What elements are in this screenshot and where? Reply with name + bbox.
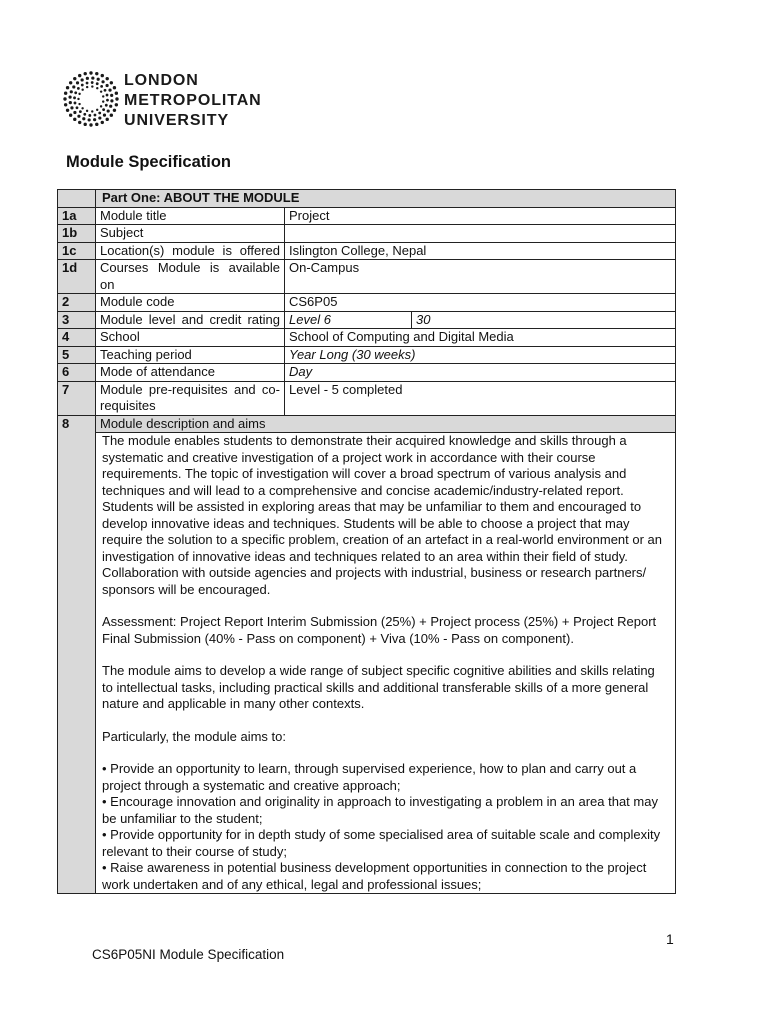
row-number: 6 [58, 364, 96, 382]
row-number: 1b [58, 225, 96, 243]
row-number: 3 [58, 311, 96, 329]
row-label: Location(s) module is offered [96, 242, 285, 260]
module-level: Level 6 [285, 311, 412, 329]
row-label: Module level and credit rating [96, 311, 285, 329]
row-label: School [96, 329, 285, 347]
page-title: Module Specification [66, 153, 232, 171]
row-value [285, 225, 676, 243]
logo-line-2: METROPOLITAN [124, 92, 262, 109]
row-label: Module code [96, 294, 285, 312]
table-row [58, 415, 676, 433]
row-label: Module pre-requisites and co-requisites [96, 381, 285, 415]
aim-bullet: • Provide an opportunity to learn, through supervised experience, how to plan and carry out a project through a systematic and creative approach; [102, 761, 637, 793]
row-value: Year Long (30 weeks) [285, 346, 676, 364]
row-number: 1a [58, 207, 96, 225]
aim-bullet: • Raise awareness in potential business development opportunities in connection to the project work undertaken and of any ethical, legal and professional issues; [102, 860, 647, 892]
table-row [58, 207, 676, 225]
row-value: School of Computing and Digital Media [285, 329, 676, 347]
logo-line-1: LONDON [124, 72, 199, 89]
table-row [58, 381, 676, 415]
row-number: 2 [58, 294, 96, 312]
row-label: Mode of attendance [96, 364, 285, 382]
aims-intro: Particularly, the module aims to: [102, 728, 286, 744]
row-number: 5 [58, 346, 96, 364]
logo-text [124, 71, 262, 131]
row-value: CS6P05 [285, 294, 676, 312]
row-value: Project [285, 207, 676, 225]
row-label: Subject [96, 225, 285, 243]
dotted-circle-logo-icon [62, 70, 120, 128]
table-row [58, 329, 676, 347]
row-number: 8 [58, 415, 96, 894]
page-number: 1 [666, 931, 674, 947]
row-number: 4 [58, 329, 96, 347]
table-row [58, 294, 676, 312]
row-value: Islington College, Nepal [285, 242, 676, 260]
row-label: Teaching period [96, 346, 285, 364]
table-row [58, 242, 676, 260]
part-heading-row [58, 190, 676, 208]
description-row [58, 433, 676, 894]
university-logo [62, 70, 287, 128]
row-label: Module title [96, 207, 285, 225]
row-number: 1c [58, 242, 96, 260]
footer-text: CS6P05NI Module Specification [92, 947, 285, 962]
table-row [58, 346, 676, 364]
credit-rating: 30 [412, 311, 676, 329]
logo-line-3: UNIVERSITY [124, 112, 230, 129]
assessment-paragraph: Assessment: Project Report Interim Submission (25%) + Project process (25%) + Project Report Final Submission (40% - Pass on component) + Viva (10% - Pass on component). [102, 614, 657, 646]
row-label: Courses Module is available on [96, 260, 285, 294]
aim-bullet: • Provide opportunity for in depth study of some specialised area of suitable scale and complexity relevant to their course of study; [102, 827, 661, 859]
description-paragraph: The module enables students to demonstrate their acquired knowledge and skills through a systematic and creative investigation of a project work in accordance with their course requirements. The topic of investigation will cover a broad spectrum of various analysis and techniques and will lead to a comprehensive and concise academic/industry-related report. Students will be assisted in exploring areas that may be unfamiliar to them and encouraged to develop innovative ideas and techniques. Students will be able to choose a project that may require the solution to a specific problem, creation of an artefact in a real-world environment or an investigation of innovative ideas and techniques related to an area within their field of study. Collaboration with outside agencies and projects with industrial, business or research partners/ sponsors will be encouraged. [102, 433, 663, 597]
table-row [58, 225, 676, 243]
row-number: 1d [58, 260, 96, 294]
aim-bullet: • Encourage innovation and originality in approach to investigating a problem in an area that may be unfamiliar to the student; [102, 794, 658, 826]
part-heading-blank [58, 190, 96, 208]
aims-paragraph: The module aims to develop a wide range of subject specific cognitive abilities and skills relating to intellectual tasks, including practical skills and additional transferable skills of a more general nature and applicable in many other contexts. [102, 663, 655, 711]
table-row [58, 311, 676, 329]
table-row [58, 260, 676, 294]
row-value: Day [285, 364, 676, 382]
row-number: 7 [58, 381, 96, 415]
row-value: On-Campus [285, 260, 676, 294]
module-spec-table [57, 189, 676, 894]
row-value: Level - 5 completed [285, 381, 676, 415]
part-heading: Part One: ABOUT THE MODULE [96, 190, 676, 208]
table-row [58, 364, 676, 382]
module-description [96, 433, 676, 894]
row-label: Module description and aims [96, 415, 676, 433]
